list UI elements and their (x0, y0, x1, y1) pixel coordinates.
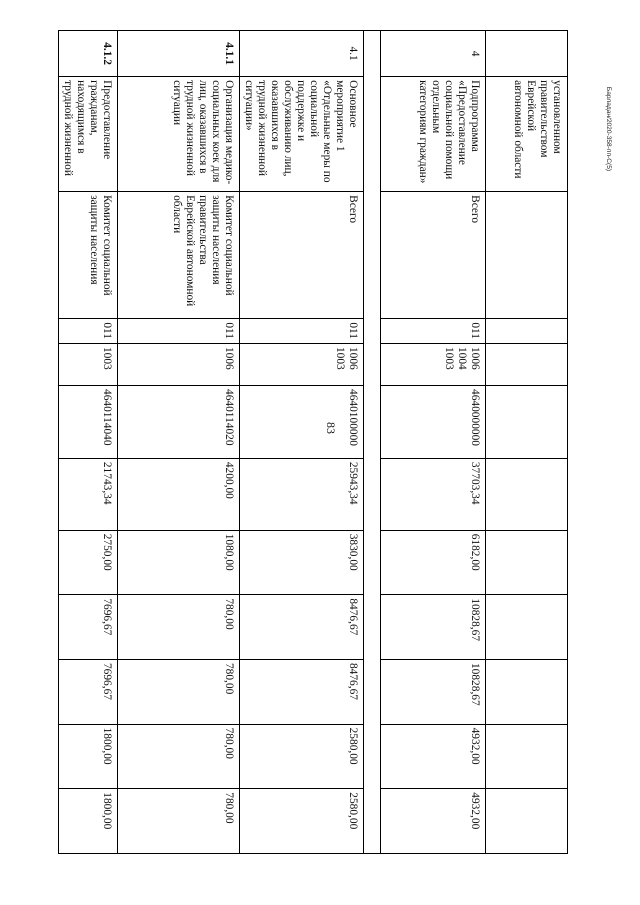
executor-cell: Комитет социальной защиты населения (59, 192, 118, 319)
year-cell: 780,00 (118, 724, 240, 789)
csr-cell: 4640114020 (118, 386, 240, 459)
year-cell: 4932,00 (381, 789, 486, 854)
executor-cell: Всего (240, 192, 364, 319)
year-cell: 1800,00 (59, 789, 118, 854)
year-cell (486, 724, 568, 789)
year-cell (486, 659, 568, 724)
year-cell: 4932,00 (381, 724, 486, 789)
row-number-cell: 4.1.2 (59, 31, 118, 77)
year-cell (486, 530, 568, 595)
task-heading (364, 31, 381, 854)
year-cell: 7696,67 (59, 595, 118, 660)
row-number-cell (486, 31, 568, 77)
table-row (486, 31, 568, 854)
year-cell: 10828,67 (381, 659, 486, 724)
rotated-table-container (61, 30, 568, 854)
year-cell: 2580,00 (240, 789, 364, 854)
grbs-cell: 011 (59, 319, 118, 344)
executor-cell: Всего (381, 192, 486, 319)
table-row (240, 31, 364, 854)
rzpr-cell: 1006 1004 1003 (381, 343, 486, 385)
grbs-cell: 011 (240, 319, 364, 344)
table-row (381, 31, 486, 854)
year-cell: 7696,67 (59, 659, 118, 724)
total-cell: 21743,34 (59, 458, 118, 530)
year-cell: 10828,67 (381, 595, 486, 660)
year-cell: 780,00 (118, 595, 240, 660)
program-name-cell: Организация медико-социальных коек для лиц, оказавшихся в трудной жизненной ситуации (118, 77, 240, 192)
year-cell: 3830,00 (240, 530, 364, 595)
year-cell: 2750,00 (59, 530, 118, 595)
grbs-cell: 011 (118, 319, 240, 344)
row-number-cell: 4 (381, 31, 486, 77)
rzpr-cell: 1006 (118, 343, 240, 385)
rzpr-cell: 1006 1003 (240, 343, 364, 385)
csr-cell (486, 386, 568, 459)
row-number-cell: 4.1.1 (118, 31, 240, 77)
rzpr-cell: 1003 (59, 343, 118, 385)
year-cell (486, 595, 568, 660)
document-code: Барладан/2020-358-пп-С(5) (605, 86, 612, 172)
table-row (118, 31, 240, 854)
csr-cell: 4640100000 (240, 386, 364, 459)
executor-cell: Комитет социальной защиты населения правительства Еврейской автономной области (118, 192, 240, 319)
year-cell: 1080,00 (118, 530, 240, 595)
grbs-cell: 011 (381, 319, 486, 344)
rzpr-cell (486, 343, 568, 385)
year-cell: 8476,67 (240, 659, 364, 724)
year-cell: 780,00 (118, 789, 240, 854)
csr-cell: 4640114040 (59, 386, 118, 459)
year-cell: 780,00 (118, 659, 240, 724)
year-cell: 2580,00 (240, 724, 364, 789)
executor-cell (486, 192, 568, 319)
year-cell: 1800,00 (59, 724, 118, 789)
budget-table (58, 30, 568, 854)
year-cell (486, 789, 568, 854)
table-row (59, 31, 118, 854)
total-cell: 37703,34 (381, 458, 486, 530)
program-name-cell: Основное мероприятие 1 «Отдельные меры по социальной поддержке и обслуживанию лиц, оказавшихся в трудной жизненной ситуации» (240, 77, 364, 192)
program-name-cell: Подпрограмма «Предоставление социальной помощи отдельным категориям граждан» (381, 77, 486, 192)
program-name-cell: установленном правительством Еврейской автономной области (486, 77, 568, 192)
page-number: 83 (324, 422, 338, 434)
total-cell: 25943,34 (240, 458, 364, 530)
program-name-cell: Предоставление гражданам, находящимся в трудной жизненной (59, 77, 118, 192)
year-cell: 8476,67 (240, 595, 364, 660)
total-cell (486, 458, 568, 530)
year-cell: 6182,00 (381, 530, 486, 595)
task-row (364, 31, 381, 854)
row-number-cell: 4.1 (240, 31, 364, 77)
total-cell: 4200,00 (118, 458, 240, 530)
grbs-cell (486, 319, 568, 344)
csr-cell: 4640000000 (381, 386, 486, 459)
